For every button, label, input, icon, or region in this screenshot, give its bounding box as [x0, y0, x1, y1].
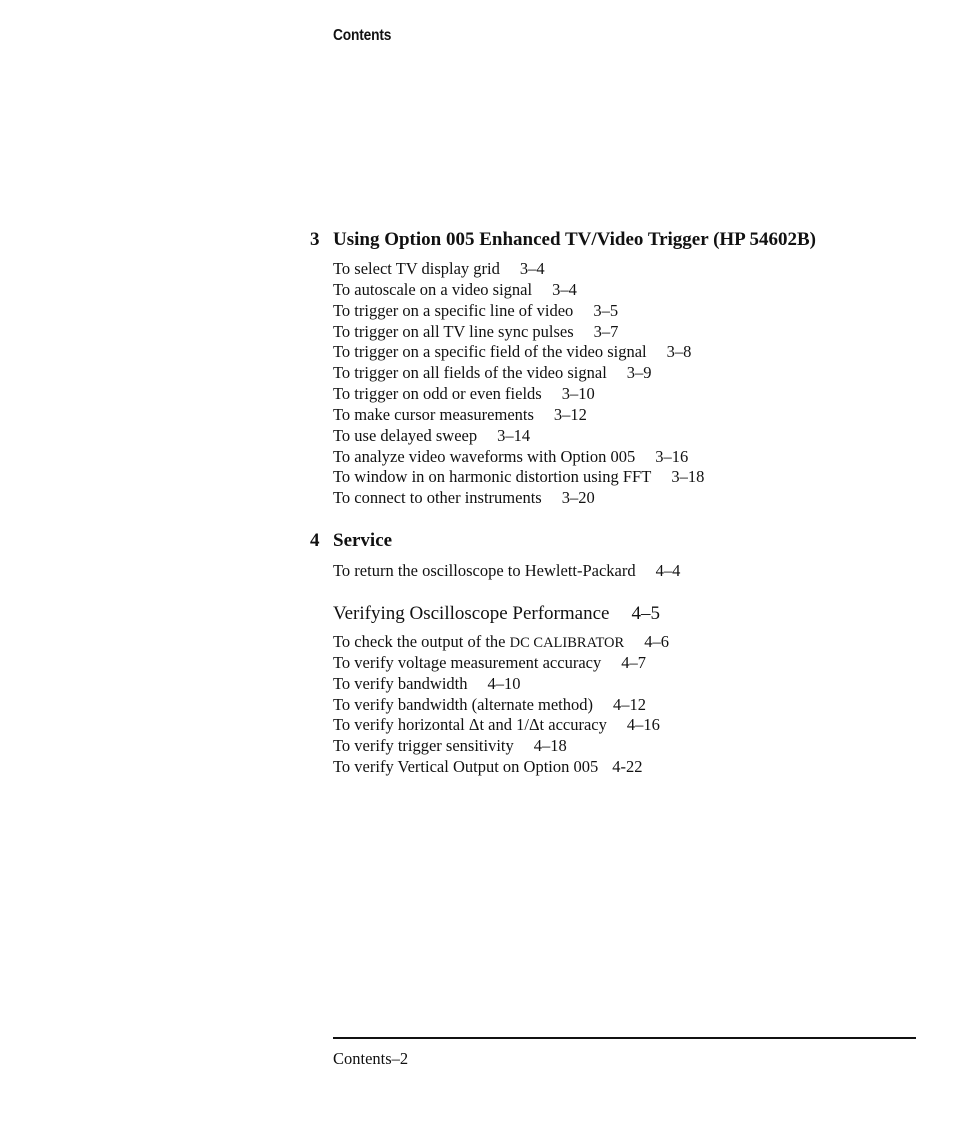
- chapter-3-entries: [333, 259, 704, 509]
- section-heading[interactable]: [333, 603, 660, 625]
- entry-page: 3–4: [552, 279, 577, 299]
- toc-entry[interactable]: [333, 426, 704, 447]
- section-title: Verifying Oscilloscope Performance: [333, 603, 610, 624]
- entry-text: To select TV display grid: [333, 259, 500, 278]
- entry-page: 3–12: [553, 404, 587, 424]
- entry-text: To make cursor measurements: [333, 404, 534, 424]
- entry-page: 3–20: [561, 488, 595, 508]
- entry-text: To verify bandwidth: [333, 673, 468, 693]
- entry-text: To trigger on odd or even fields: [333, 384, 542, 404]
- entry-page: 3–7: [593, 321, 619, 341]
- toc-entry[interactable]: [333, 653, 669, 674]
- entry-page: 3–18: [671, 467, 705, 487]
- chapter-4-entries: [333, 561, 680, 582]
- chapter-number: 4: [310, 530, 320, 551]
- toc-entry[interactable]: [333, 363, 704, 384]
- entry-page: 4-22: [612, 757, 643, 777]
- toc-entry[interactable]: [333, 561, 680, 582]
- entry-text: To verify horizontal Δt and 1/Δt accuracy: [333, 715, 607, 735]
- entry-page: 4–18: [533, 736, 567, 756]
- chapter-4-title: [310, 530, 392, 552]
- chapter-number: 3: [310, 229, 320, 250]
- entry-text: To autoscale on a video signal: [333, 279, 533, 299]
- toc-entry[interactable]: [333, 736, 669, 757]
- entry-page: 3–14: [497, 425, 531, 445]
- entry-page: 3–8: [666, 342, 692, 362]
- entry-text: To analyze video waveforms with Option 005: [333, 446, 636, 466]
- entry-page: 3–16: [655, 446, 689, 466]
- entry-page: 3–4: [519, 259, 545, 278]
- toc-entry[interactable]: [333, 405, 704, 426]
- entry-page: 4–16: [626, 715, 660, 735]
- entry-page: 3–5: [593, 300, 619, 320]
- entry-text: To return the oscilloscope to Hewlett-Packard: [333, 561, 636, 580]
- chapter-3-title: [310, 229, 816, 251]
- entry-text: To trigger on a specific line of video: [333, 300, 574, 320]
- toc-entry[interactable]: [333, 447, 704, 468]
- entry-text: To connect to other instruments: [333, 488, 542, 508]
- toc-entry[interactable]: [333, 322, 704, 343]
- footer-rule: [333, 1037, 916, 1039]
- entry-text: To verify bandwidth (alternate method): [333, 694, 594, 714]
- section-page: 4–5: [631, 603, 660, 624]
- entry-page: 4–12: [613, 694, 647, 714]
- toc-entry[interactable]: [333, 715, 669, 736]
- toc-entry[interactable]: [333, 695, 669, 716]
- entry-text: To use delayed sweep: [333, 425, 478, 445]
- entry-text: To check the output of the: [333, 632, 506, 651]
- entry-text: To trigger on a specific field of the video signal: [333, 342, 647, 362]
- toc-entry[interactable]: [333, 757, 669, 778]
- entry-text: To verify trigger sensitivity: [333, 736, 514, 756]
- entry-page: 4–7: [621, 652, 646, 672]
- toc-entry[interactable]: [333, 632, 669, 653]
- toc-entry[interactable]: [333, 488, 704, 509]
- entry-smallcaps-text: DC CALIBRATOR: [509, 635, 625, 651]
- entry-text: To trigger on all fields of the video signal: [333, 363, 607, 383]
- entry-page: 4–4: [655, 561, 681, 580]
- toc-entry[interactable]: [333, 259, 704, 280]
- entry-text: To verify voltage measurement accuracy: [333, 652, 602, 672]
- toc-entry[interactable]: [333, 674, 669, 695]
- toc-entry[interactable]: [333, 280, 704, 301]
- entry-page: 4–10: [487, 673, 521, 693]
- page-footer: Contents–2: [333, 1049, 409, 1068]
- entry-page: 3–9: [626, 363, 652, 383]
- entry-page: 4–6: [644, 632, 669, 651]
- toc-entry[interactable]: [333, 301, 704, 322]
- toc-entry[interactable]: [333, 342, 704, 363]
- toc-entry[interactable]: [333, 384, 704, 405]
- section-entries: [333, 632, 669, 778]
- entry-text: To window in on harmonic distortion using FFT: [333, 467, 652, 487]
- toc-entry[interactable]: [333, 467, 704, 488]
- chapter-title-text: Using Option 005 Enhanced TV/Video Trigger (HP 54602B): [333, 229, 816, 250]
- running-head: Contents: [333, 27, 392, 44]
- entry-text: To verify Vertical Output on Option 005: [333, 757, 599, 777]
- chapter-title-text: Service: [333, 530, 393, 551]
- entry-text: To trigger on all TV line sync pulses: [333, 321, 574, 341]
- entry-page: 3–10: [561, 384, 595, 404]
